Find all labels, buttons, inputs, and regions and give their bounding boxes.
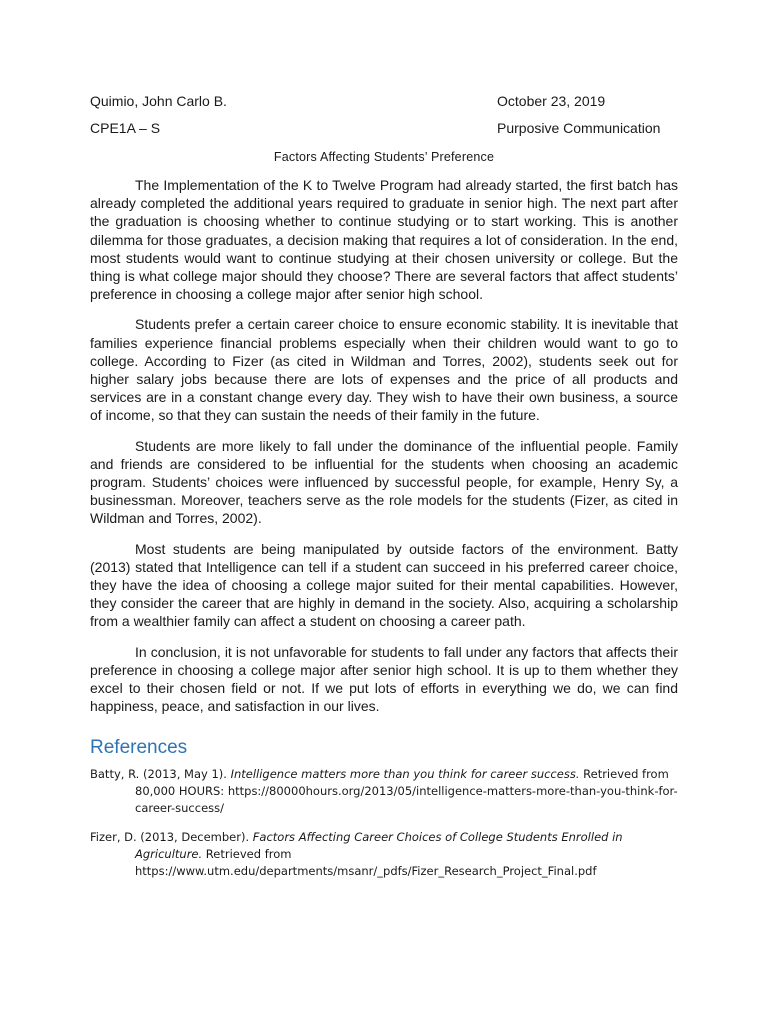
references-list [90, 766, 690, 892]
reference-title: Factors Affecting Career Choices of College Students Enrolled in Agriculture. [135, 830, 623, 861]
essay-body [90, 176, 678, 727]
reference-lead: Batty, R. (2013, May 1). [90, 767, 231, 781]
reference-item [90, 766, 690, 817]
paragraph-environment: Most students are being manipulated by outside factors of the environment. Batty (2013) stated that Intelligence can tell if a student can succeed in his preferred career choice, they have the idea of choosing a college major suited for their mental capabilities. However, they consider the career that are highly in demand in the society. Also, acquiring a scholarship from a wealthier family can affect a student on choosing a career path. [90, 540, 678, 630]
reference-item [90, 829, 690, 880]
references-heading: References [90, 737, 188, 758]
author-name: Quimio, John Carlo B. [90, 93, 227, 109]
reference-lead: Fizer, D. (2013, December). [90, 830, 253, 844]
course-subject: Purposive Communication [497, 120, 661, 136]
paragraph-intro: The Implementation of the K to Twelve Program had already started, the first batch has already completed the additional years required to graduate in senior high. The next part after the graduation is choosing whether to continue studying or to start working. This is another dilemma for those graduates, a decision making that requires a lot of consideration. In the end, most students would want to continue studying at their chosen university or college. But the thing is what college major should they choose? There are several factors that affect students’ preference in choosing a college major after senior high school. [90, 177, 678, 303]
reference-source: Retrieved from 80,000 HOURS: https://80000hours.org/2013/05/intelligence-matters-more-than-you-think-for-career-success/ [135, 767, 678, 815]
essay-title: Factors Affecting Students’ Preference [273, 150, 495, 164]
document-date: October 23, 2019 [497, 93, 606, 109]
paragraph-economic: Students prefer a certain career choice to ensure economic stability. It is inevitable that families experience financial problems especially when their children would want to go to college. According to Fizer (as cited in Wildman and Torres, 2002), students seek out for higher salary jobs because there are lots of expenses and the price of all products and services are in a constant change every day. They wish to have their own business, a source of income, so that they can sustain the needs of their family in the future. [90, 316, 678, 424]
class-section: CPE1A – S [90, 120, 161, 136]
paragraph-conclusion: In conclusion, it is not unfavorable for students to fall under any factors that affects their preference in choosing a college major after senior high school. It is up to them whether they excel to their chosen field or not. If we put lots of efforts in everything we do, we can find happiness, peace, and satisfaction in our lives. [90, 643, 678, 715]
reference-source: Retrieved from https://www.utm.edu/departments/msanr/_pdfs/Fizer_Research_Project_Final.pdf [135, 847, 597, 878]
reference-title: Intelligence matters more than you think for career success. [230, 767, 580, 781]
paragraph-influence: Students are more likely to fall under the dominance of the influential people. Family and friends are considered to be influential for the students when choosing an academic program. Students’ choices were influenced by successful people, for example, Henry Sy, a businessman. Moreover, teachers serve as the role models for the students (Fizer, as cited in Wildman and Torres, 2002). [90, 437, 678, 527]
